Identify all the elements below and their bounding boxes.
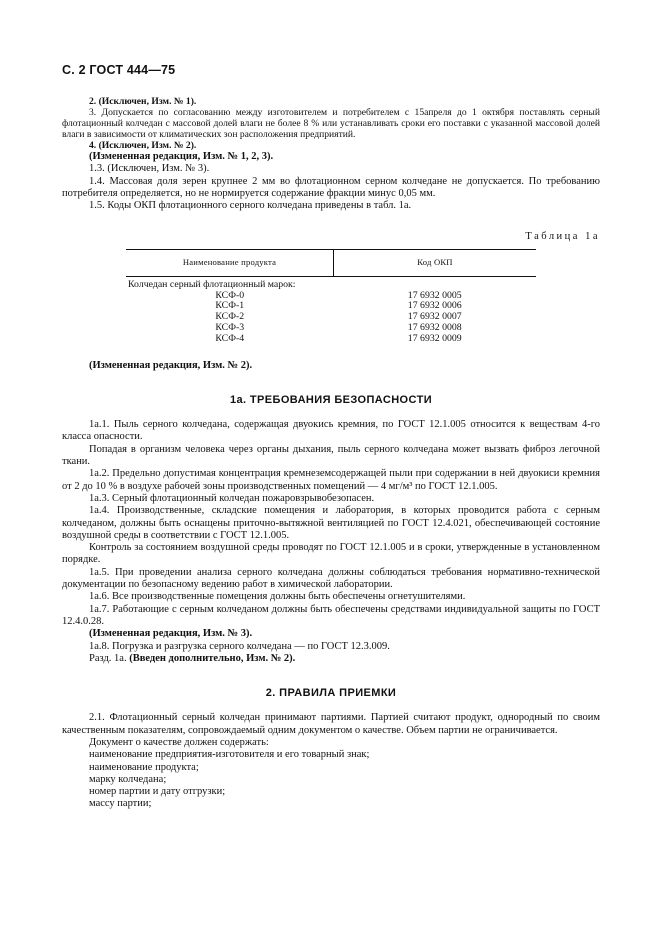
list-item: наименование продукта;	[89, 761, 199, 773]
table-group-label: Колчедан серный флотационный марок:	[128, 278, 296, 290]
section-2-title: 2. ПРАВИЛА ПРИЕМКИ	[265, 687, 397, 700]
clause-1a-8: 1а.8. Погрузка и разгрузка серного колчедана — по ГОСТ 12.3.009.	[89, 640, 390, 652]
clause-1-3: 1.3. (Исключен, Изм. № 3).	[89, 163, 210, 175]
clause-1a-2: 1а.2. Предельно допустимая концентрация кремнеземсодержащей пыли при содержании в ней двуокиси кремния от 2 до 10 % в воздухе рабочей зоны производственных помещений — 4 мг/м³ по ГОСТ 12.1.005.	[62, 468, 600, 492]
list-item: массу партии;	[89, 798, 152, 810]
clause-1a-3: 1а.3. Серный флотационный колчедан пожаровзрывобезопасен.	[89, 492, 375, 504]
clause-1a-1-cont: Попадая в организм человека через органы дыхания, пыль серного колчедана может вызвать фиброз легочной ткани.	[62, 443, 600, 468]
section-1a-note	[62, 653, 600, 665]
okp-code: 17 6932 0005	[407, 289, 462, 301]
list-item: марку колчедана;	[89, 773, 167, 785]
clause-3: 3. Допускается по согласованию между изготовителем и потребителем с 15апреля до 1 октября поставлять серный флотационный колчедан с массовой долей влаги не более 8 % или устанавливать сроки его поставки с указанной массовой долей влаги в зависимости от климатических зон расположения предприятий.	[62, 107, 600, 140]
clause-4: 4. (Исключен, Изм. № 2).	[89, 140, 197, 151]
clause-1a-6: 1а.6. Все производственные помещения должны быть обеспечены огнетушителями.	[89, 591, 466, 603]
amendment-note-1-2-3: (Измененная редакция, Изм. № 1, 2, 3).	[89, 151, 274, 162]
clause-2-1: 2.1. Флотационный серный колчедан принимают партиями. Партией считают продукт, однородный по своим качественным показателям, сопровождаемый одним документом о качестве. Объем партии не ограничивается.	[62, 712, 600, 736]
product-name: КСФ-2	[215, 311, 245, 323]
document-contents-intro: Документ о качестве должен содержать:	[89, 736, 269, 748]
table-row	[126, 312, 536, 323]
list-item: номер партии и дату отгрузки;	[89, 786, 226, 798]
clause-1a-4: 1а.4. Производственные, складские помещения и лаборатория, в которых проводится работа с серным колчеданом, должны быть оснащены приточно-вытяжной вентиляцией по ГОСТ 12.4.021, обеспечивающей состояние воздушной среды в соответствии с ГОСТ 12.1.005.	[62, 505, 600, 541]
document-body	[62, 96, 600, 811]
page-header: С. 2 ГОСТ 444—75	[62, 63, 176, 77]
section-1a-title: 1а. ТРЕБОВАНИЯ БЕЗОПАСНОСТИ	[229, 393, 433, 406]
product-name: КСФ-4	[215, 332, 245, 344]
clause-1-4: 1.4. Массовая доля зерен крупнее 2 мм во флотационном серном колчедане не допускается. По требованию потребителя определяется, но не нормируется содержание фракции минус 0,05 мм.	[62, 175, 600, 199]
table-row	[126, 334, 536, 345]
section-1a-note-text: (Введен дополнительно, Изм. № 2).	[129, 652, 296, 664]
table-row	[126, 291, 536, 302]
list-item: наименование предприятия-изготовителя и его товарный знак;	[89, 749, 370, 761]
okp-codes-table	[126, 249, 536, 345]
clause-1a-4-cont: Контроль за состоянием воздушной среды проводят по ГОСТ 12.1.005 и в сроки, утвержденные в установленном порядке.	[62, 542, 600, 566]
okp-code: 17 6932 0007	[407, 311, 462, 323]
amendment-note-2: (Измененная редакция, Изм. № 2).	[89, 359, 253, 371]
amendment-note-3: (Измененная редакция, Изм. № 3).	[89, 628, 253, 640]
okp-code: 17 6932 0008	[407, 321, 462, 333]
clause-1-5: 1.5. Коды ОКП флотационного серного колчедана приведены в табл. 1а.	[89, 200, 412, 212]
product-name: КСФ-1	[215, 300, 245, 312]
table-caption: Таблица 1а	[525, 231, 600, 243]
product-name: КСФ-0	[215, 289, 245, 301]
okp-code: 17 6932 0006	[407, 300, 462, 312]
table-row	[126, 323, 536, 334]
table-row	[126, 301, 536, 312]
clause-1a-7: 1а.7. Работающие с серным колчеданом должны быть обеспечены средствами индивидуальной защиты по ГОСТ 12.4.0.28.	[62, 603, 600, 627]
okp-code: 17 6932 0009	[407, 332, 462, 344]
clause-2: 2. (Исключен, Изм. № 1).	[89, 96, 197, 107]
clause-1a-5: 1а.5. При проведении анализа серного колчедана должны соблюдаться требования нормативно-технической документации по безопасному ведению работ в химической лаборатории.	[62, 566, 600, 591]
section-1a-note-prefix: Разд. 1а.	[89, 652, 127, 664]
table-header-code: Код ОКП	[334, 249, 537, 276]
clause-1a-1: 1а.1. Пыль серного колчедана, содержащая двуокись кремния, по ГОСТ 12.1.005 относится к веществам 4-го класса опасности.	[62, 419, 600, 443]
product-name: КСФ-3	[215, 321, 245, 333]
table-header-product: Наименование продукта	[126, 249, 334, 276]
